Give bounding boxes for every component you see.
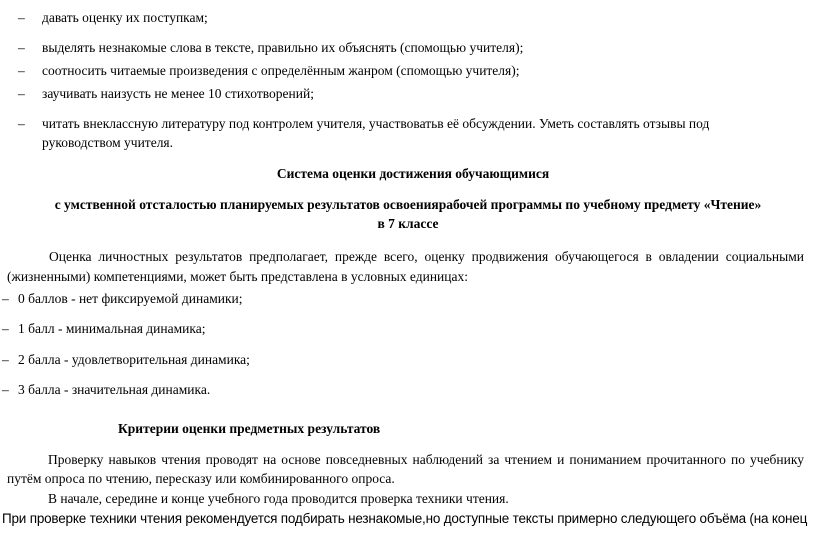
score-dash: – <box>2 321 9 336</box>
list-dash: – <box>18 63 25 78</box>
reading-check-paragraph: Проверку навыков чтения проводят на основе повседневных наблюдений за чтением и пониманием прочитанного по учебнику путём опроса по чтению, пересказу или комбинированного опроса. <box>7 452 804 486</box>
criteria-title: Критерии оценки предметных результатов <box>118 421 381 436</box>
system-title: Система оценки достижения обучающимися <box>276 166 550 181</box>
list-dash: – <box>18 40 25 55</box>
list-item: соотносить читаемые произведения с определённым жанром (спомощью учителя); <box>42 63 520 78</box>
list-dash: – <box>18 10 25 25</box>
list-dash: – <box>18 116 25 131</box>
list-item-continuation: руководством учителя. <box>42 135 174 150</box>
score-dash: – <box>2 291 9 306</box>
score-dash: – <box>2 382 9 397</box>
list-item: выделять незнакомые слова в тексте, правильно их объяснять (спомощью учителя); <box>42 40 524 55</box>
list-dash: – <box>18 86 25 101</box>
score-item: 3 балла - значительная динамика. <box>18 382 211 397</box>
score-item: 1 балл - минимальная динамика; <box>18 321 206 336</box>
list-item: давать оценку их поступкам; <box>42 10 208 25</box>
score-item: 2 балла - удовлетворительная динамика; <box>18 352 250 367</box>
subtitle-line2: в 7 классе <box>377 216 439 231</box>
reading-check-timing: В начале, середине и конце учебного года проводится проверка техники чтения. <box>48 491 509 506</box>
personal-results-paragraph: Оценка личностных результатов предполагает, прежде всего, оценку продвижения обучающегося в овладении социальными (жизненными) компетенциями, может быть представлена в условных единицах: <box>7 249 804 284</box>
list-item: читать внеклассную литературу под контролем учителя, участвоватьв её обсуждении. Уметь составлять отзывы под <box>42 116 710 131</box>
subtitle-line1: с умственной отсталостью планируемых результатов освоениярабочей программы по учебному предмету «Чтение» <box>54 197 762 212</box>
score-dash: – <box>2 352 9 367</box>
score-item: 0 баллов - нет фиксируемой динамики; <box>18 291 243 306</box>
list-item: заучивать наизусть не менее 10 стихотворений; <box>42 86 314 101</box>
technique-volume-line: При проверке техники чтения рекомендуется подбирать незнакомые,но доступные тексты примерно следующего объёма (на конец <box>2 511 808 526</box>
